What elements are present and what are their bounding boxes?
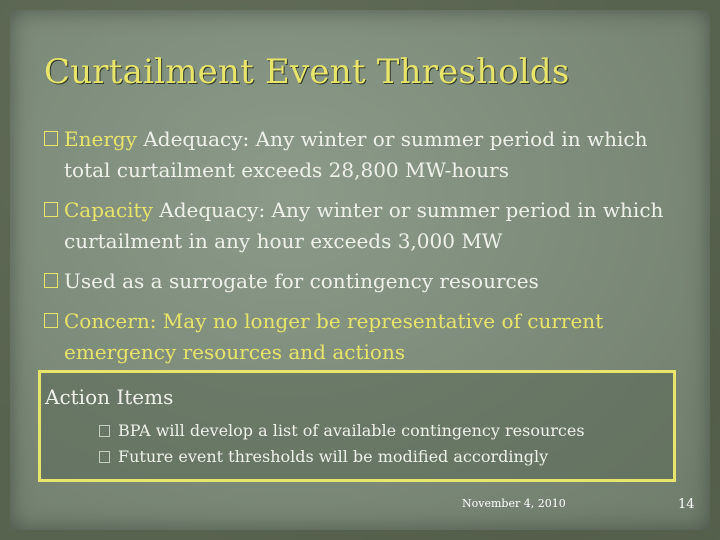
- action-item-text: Future event thresholds will be modified accordingly: [118, 447, 549, 466]
- bullet-capacity: [44, 195, 684, 257]
- bullet-list: [44, 124, 684, 377]
- bullet-highlight: Capacity: [64, 198, 153, 222]
- bullet-surrogate: [44, 266, 684, 297]
- action-item-text: BPA will develop a list of available contingency resources: [118, 421, 585, 440]
- square-bullet-icon: [44, 131, 58, 146]
- footer-date: November 4, 2010: [462, 497, 566, 510]
- bullet-concern: [44, 306, 684, 368]
- bullet-highlight: Concern: [64, 309, 150, 333]
- slide-title: Curtailment Event Thresholds: [44, 52, 570, 92]
- action-item: [99, 421, 585, 440]
- bullet-text: Adequacy: Any winter or summer period in which curtailment in any hour exceeds 3,000 MW: [64, 198, 664, 253]
- action-items-box: [38, 370, 676, 482]
- square-bullet-icon: [44, 202, 58, 217]
- square-bullet-icon: [99, 425, 110, 437]
- square-bullet-icon: [44, 273, 58, 288]
- bullet-text: Adequacy: Any winter or summer period in which total curtailment exceeds 28,800 MW-hours: [64, 127, 648, 182]
- page-number: 14: [678, 497, 695, 512]
- action-items-title: Action Items: [45, 385, 174, 409]
- action-item: [99, 447, 548, 466]
- bullet-text: Used as a surrogate for contingency resources: [64, 269, 539, 293]
- square-bullet-icon: [44, 313, 58, 328]
- bullet-text: : May no longer be representative of current emergency resources and actions: [64, 309, 604, 364]
- bullet-energy: [44, 124, 684, 186]
- bullet-highlight: Energy: [64, 127, 137, 151]
- square-bullet-icon: [99, 451, 110, 463]
